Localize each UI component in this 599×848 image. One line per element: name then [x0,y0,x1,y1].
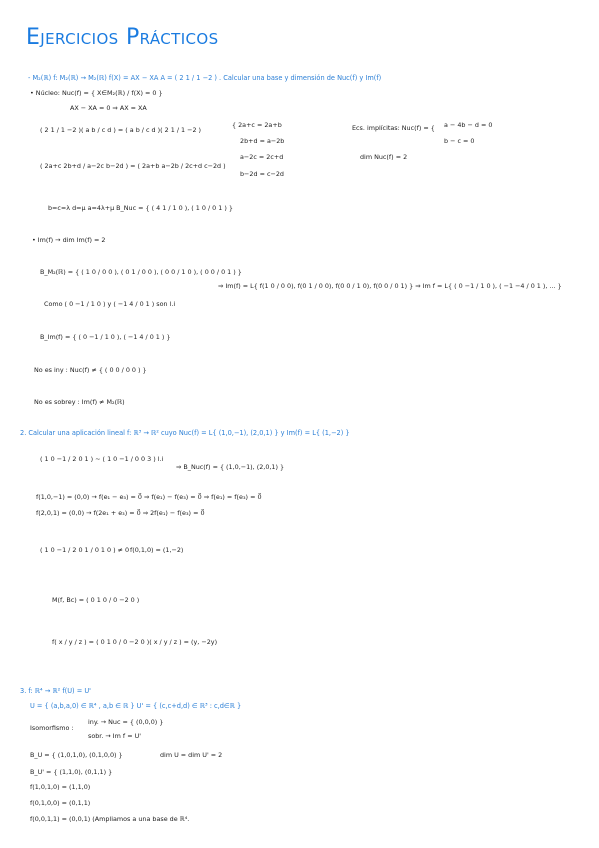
canonical-base: B_M₂(ℝ) = { ( 1 0 / 0 0 ), ( 0 1 / 0 0 ), ( 0 0 / 1 0 ), ( 0 0 / 0 1 ) } [40,268,242,276]
base-u: B_U = { (1,0,1,0), (0,1,0,0) } [30,751,123,759]
isomorphism-injective: iny. → Nuc = { (0,0,0) } [88,718,164,726]
system-eq-1: { 2a+c = 2a+b [232,121,282,129]
page-title: Ejercicios Prácticos [26,25,219,50]
system-eq-4: b−2d = c−2d [240,170,284,178]
implicit-eq-2: b − c = 0 [444,137,475,145]
isomorphism-label: Isomorfismo : [30,724,74,732]
system-eq-3: a−2c = 2c+d [240,153,284,161]
dim-nuc: dim Nuc(f) = 2 [360,153,408,161]
system-eq-2: 2b+d = a−2b [240,137,285,145]
rank-reduction: ( 1 0 −1 / 2 0 1 ) ~ ( 1 0 −1 / 0 0 3 ) l.i [40,455,164,463]
f-condition-2: f(2,0,1) = (0,0) → f(2e₁ + e₃) = 0⃗ ⇒ 2f(e₁) − f(e₃) = 0⃗ [36,509,205,517]
nucleo-condition: AX − XA = 0 ⇒ AX = XA [70,104,147,112]
implicit-eq-1: a − 4b − d = 0 [444,121,493,129]
f-image-c: f(0,0,1,1) = (0,0,1) (Ampliamos a una base de ℝ⁴. [30,815,190,823]
exercise-3-statement: 3. f: ℝ⁴ → ℝ² f(U) = U' [20,687,91,695]
im-label: • Im(f) → dim Im(f) = 2 [32,236,106,244]
u-definitions: U = { (a,b,a,0) ∈ ℝ⁴ , a,b ∈ ℝ } U' = { (c,c+d,d) ∈ ℝ³ : c,d∈ℝ } [30,702,242,710]
matrix-equation-1: ( 2 1 / 1 −2 )( a b / c d ) = ( a b / c d )( 2 1 / 1 −2 ) [40,126,202,134]
im-generators: ⇒ Im(f) = L{ f(1 0 / 0 0), f(0 1 / 0 0), f(0 0 / 1 0), f(0 0 / 0 1) } ⇒ Im f = L{ ( 0 −1 / 1 0 ), ( −1 −4 / 0 1 ), ... } [218,282,562,290]
determinant-matrix: ( 1 0 −1 / 2 0 1 / 0 1 0 ) ≠ 0 [40,546,130,554]
f-image-b: f(0,1,0,0) = (0,1,1) [30,799,91,807]
f-general-expression: f( x / y / z ) = ( 0 1 0 / 0 −2 0 )( x / y / z ) = (y, −2y) [52,638,218,646]
base-u-prime: B_U' = { (1,1,0), (0,1,1) } [30,768,113,776]
not-surjective: No es sobrey : Im(f) ≠ M₂(ℝ) [34,398,125,406]
exercise-1-statement: - M₂(ℝ) f: M₂(ℝ) → M₂(ℝ) f(X) = AX − XA A = ( 2 1 / 1 −2 ) . Calcular una base y dimensión de Nuc(f) y Im(f) [28,74,382,82]
exercise-2-statement: 2. Calcular una aplicación lineal f: ℝ³ → ℝ² cuyo Nuc(f) = L{ (1,0,−1), (2,0,1) } y Im(f) = L{ (1,−2) } [20,429,350,437]
isomorphism-surjective: sobr. → Im f = U' [88,732,142,740]
parametrization: b=c=λ d=μ a=4λ+μ B_Nuc = { ( 4 1 / 1 0 ), ( 1 0 / 0 1 ) } [48,204,233,212]
f-e2-value: f(0,1,0) = (1,−2) [130,546,184,554]
base-im: B_Im(f) = { ( 0 −1 / 1 0 ), ( −1 4 / 0 1 ) } [40,333,171,341]
not-injective: No es iny : Nuc(f) ≠ { ( 0 0 / 0 0 ) } [34,366,147,374]
dim-u: dim U = dim U' = 2 [160,751,223,759]
implicit-eqs-label: Ecs. implícitas: Nuc(f) = { [352,124,435,132]
f-condition-1: f(1,0,−1) = (0,0) → f(e₁ − e₃) = 0⃗ ⇒ f(e₁) − f(e₃) = 0⃗ ⇒ f(e₁) = f(e₃) = 0⃗ [36,493,262,501]
base-nuc-ex2: ⇒ B_Nuc(f) = { (1,0,−1), (2,0,1) } [176,463,285,471]
nucleo-label: • Núcleo: Nuc(f) = { X∈M₂(ℝ) / f(X) = 0 } [30,89,163,97]
matrix-f-bc: M(f, Bc) = ( 0 1 0 / 0 −2 0 ) [52,596,140,604]
matrix-equation-2: ( 2a+c 2b+d / a−2c b−2d ) = ( 2a+b a−2b / 2c+d c−2d ) [40,162,226,170]
f-image-a: f(1,0,1,0) = (1,1,0) [30,783,91,791]
linear-independence-note: Como ( 0 −1 / 1 0 ) y ( −1 4 / 0 1 ) son l.i [44,300,176,308]
